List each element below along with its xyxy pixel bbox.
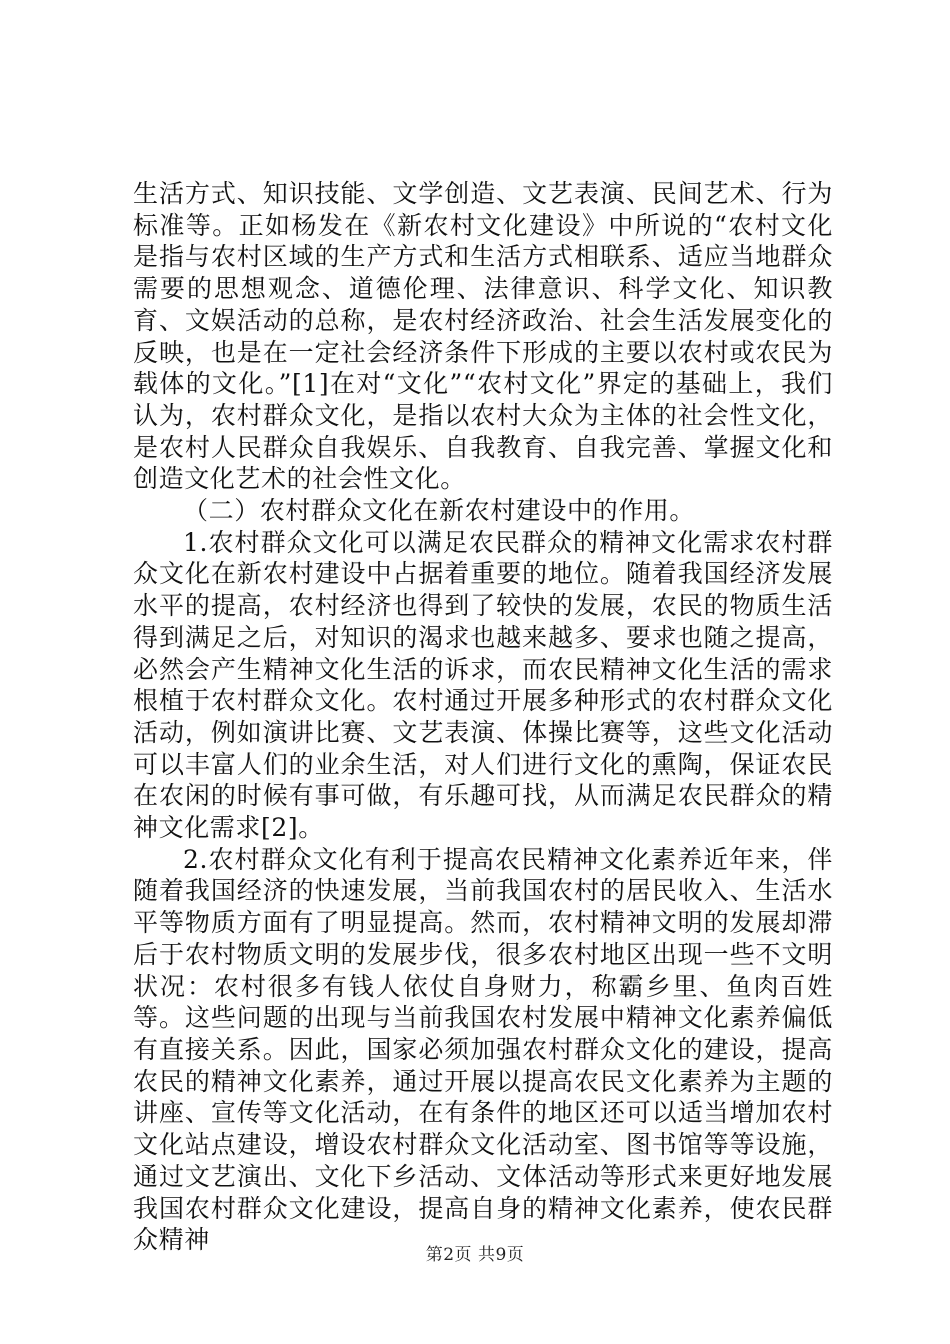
page-footer: 第2页 共9页: [425, 1245, 525, 1265]
paragraph-point-2: 2.农村群众文化有利于提高农民精神文化素养近年来，伴随着我国经济的快速发展，当前我国农村的居民收入、生活水平等物质方面有了明显提高。然而，农村精神文明的发展却滞后于农村物质文明的发展步伐，很多农村地区出现一些不文明状况：农村很多有钱人依仗自身财力，称霸乡里、鱼肉百姓等。这些问题的出现与当前我国农村发展中精神文化素养偏低有直接关系。因此，国家必须加强农村群众文化的建设，提高农民的精神文化素养，通过开展以提高农民文化素养为主题的讲座、宣传等文化活动，在有条件的地区还可以适当增加农村文化站点建设，增设农村群众文化活动室、图书馆等等设施，通过文艺演出、文化下乡活动、文体活动等形式来更好地发展我国农村群众文化建设，提高自身的精神文化素养，使农民群众精神: [133, 844, 833, 1255]
paragraph-point-1: 1.农村群众文化可以满足农民群众的精神文化需求农村群众文化在新农村建设中占据着重要的地位。随着我国经济发展水平的提高，农村经济也得到了较快的发展，农民的物质生活得到满足之后，对知识的渴求也越来越多、要求也随之提高，必然会产生精神文化生活的诉求，而农民精神文化生活的需求根植于农村群众文化。农村通过开展多种形式的农村群众文化活动，例如演讲比赛、文艺表演、体操比赛等，这些文化活动可以丰富人们的业余生活，对人们进行文化的熏陶，保证农民在农闲的时候有事可做，有乐趣可找，从而满足农民群众的精神文化需求[2]。: [133, 527, 833, 843]
section-heading-role: （二）农村群众文化在新农村建设中的作用。: [183, 496, 696, 526]
document-body: [133, 178, 833, 1256]
paragraph-definition-continued: 生活方式、知识技能、文学创造、文艺表演、民间艺术、行为标准等。正如杨发在《新农村文化建设》中所说的“农村文化是指与农村区域的生产方式和生活方式相联系、适应当地群众需要的思想观念、道德伦理、法律意识、科学文化、知识教育、文娱活动的总称，是农村经济政治、社会生活发展变化的反映，也是在一定社会经济条件下形成的主要以农村或农民为载体的文化。”[1]在对“文化”“农村文化”界定的基础上，我们认为，农村群众文化，是指以农村大众为主体的社会性文化，是农村人民群众自我娱乐、自我教育、自我完善、掌握文化和创造文化艺术的社会性文化。: [133, 179, 833, 494]
